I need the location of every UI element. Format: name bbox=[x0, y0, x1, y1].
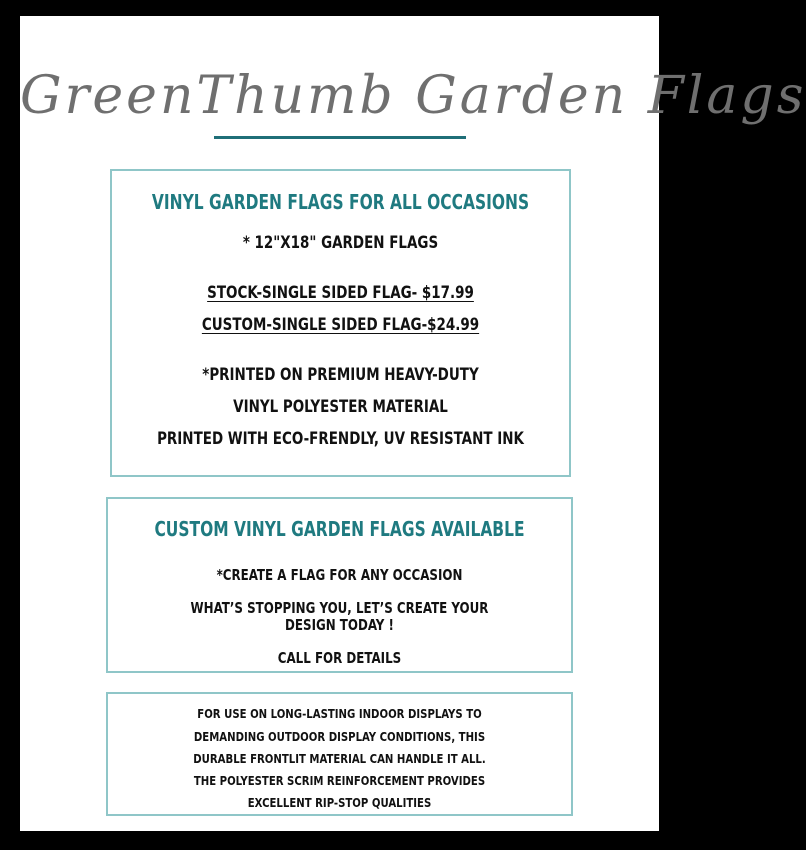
custom-flags-box bbox=[106, 497, 573, 673]
material-info-box bbox=[106, 692, 573, 816]
info-text-4: THE POLYESTER SCRIM REINFORCEMENT PROVIDES bbox=[193, 773, 486, 788]
custom-text-1: *CREATE A FLAG FOR ANY OCCASION bbox=[216, 566, 463, 584]
material-text-2: VINYL POLYESTER MATERIAL bbox=[233, 397, 448, 417]
material-text-1: *PRINTED ON PREMIUM HEAVY-DUTY bbox=[202, 365, 479, 385]
call-for-details-text: CALL FOR DETAILS bbox=[277, 649, 402, 667]
stock-price-text: STOCK-SINGLE SIDED FLAG- $17.99 bbox=[207, 283, 474, 303]
custom-text-3: DESIGN TODAY ! bbox=[285, 616, 394, 634]
info-text-2: DEMANDING OUTDOOR DISPLAY CONDITIONS, THIS bbox=[193, 729, 486, 744]
box-heading: CUSTOM VINYL GARDEN FLAGS AVAILABLE bbox=[154, 517, 525, 541]
page-title: GreenThumb Garden Flags bbox=[20, 66, 806, 126]
info-text-1: FOR USE ON LONG-LASTING INDOOR DISPLAYS TO bbox=[197, 706, 482, 721]
flyer-page bbox=[20, 16, 806, 831]
vinyl-flags-box bbox=[110, 169, 571, 477]
info-text-3: DURABLE FRONTLIT MATERIAL CAN HANDLE IT ALL. bbox=[193, 751, 486, 766]
material-text-3: PRINTED WITH ECO-FRENDLY, UV RESISTANT INK bbox=[157, 429, 524, 449]
info-text-5: EXCELLENT RIP-STOP QUALITIES bbox=[247, 795, 432, 810]
custom-price-text: CUSTOM-SINGLE SIDED FLAG-$24.99 bbox=[201, 315, 480, 335]
title-divider bbox=[214, 136, 466, 139]
flag-size-text: * 12"X18" GARDEN FLAGS bbox=[242, 233, 439, 253]
box-heading: VINYL GARDEN FLAGS FOR ALL OCCASIONS bbox=[151, 190, 530, 214]
custom-text-2: WHAT’S STOPPING YOU, LET’S CREATE YOUR bbox=[190, 599, 489, 617]
